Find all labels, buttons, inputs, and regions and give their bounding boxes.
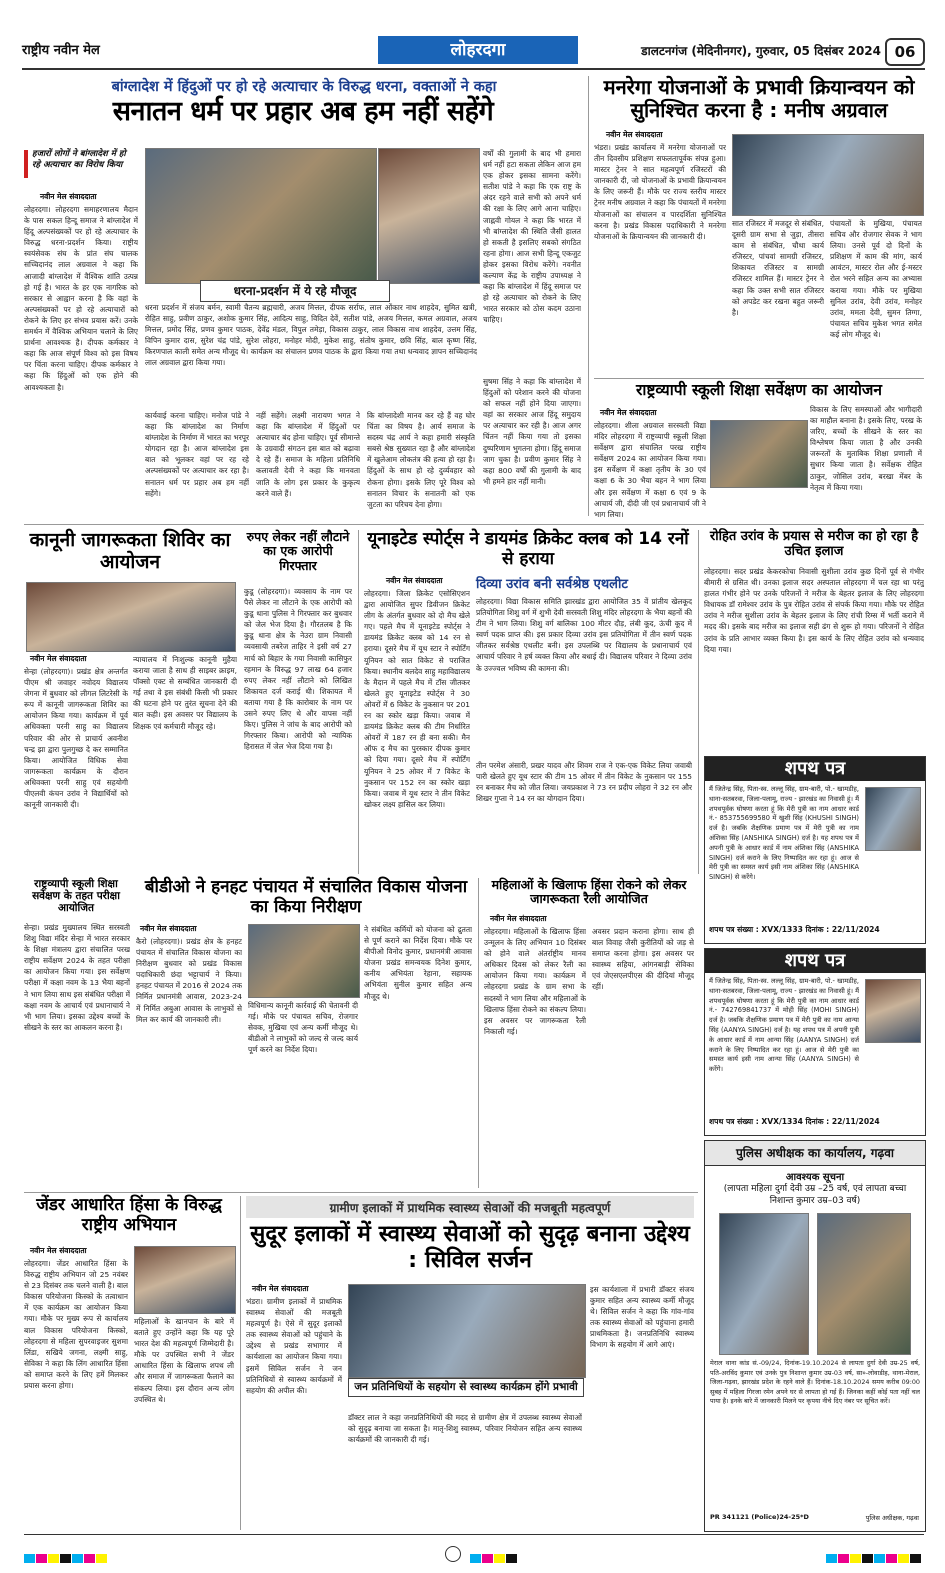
lead-headline: सनातन धर्म पर प्रहार अब हम नहीं सहेंगे (112, 96, 494, 127)
lead-photo-caption: धरना-प्रदर्शन में ये रहे मौजूद (200, 280, 390, 302)
gender-body-col1: लोहरदगा। जेंडर आधारित हिंसा के विरुद्ध राष्ट्रीय अभियान जो 25 नवंबर से 23 दिसंबर तक चलने वाली है। बाल विकास परियोजना किस्को के तत्वाधान में एक कार्यक्रम का आयोजन किया गया। मौके पर मुख्य रूप से कार्यालय बाल विकास परियोजना किस्को, लोहरदगा से महिला सुपरवाइजर सुशमा लिंडा, सखिये जगना, लक्ष्मी साहु, सेविका ने कहा कि लिंग आधारित हिंसा को समाप्त करने के लिए हमें मिलकर प्रयास करना होगा। (24, 1259, 128, 1391)
health-body-col2: डॉक्टर लाल ने कहा जनप्रतिनिधियों की मदद से ग्रामीण क्षेत्र में उपलब्ध स्वास्थ्य सेवाओं को सुदृढ़ बनाया जा सकता है। मातृ-शिशु स्वास्थ्य, परिवार नियोजन सहित अन्य स्वास्थ्य कार्यक्रमों की जानकारी दी गई। (348, 1413, 582, 1445)
kanooni-headline: कानूनी जागरूकता शिविर का आयोजन (29, 529, 231, 573)
mnrega-byline: नवीन मेल संवाददाता (606, 130, 663, 139)
police-notice-heading: आवश्यक सूचना (785, 1172, 845, 1183)
lead-body-col6: सुषमा सिंह ने कहा कि बांग्लादेश में हिंदुओं को परेशान करने की योजना को सफल नहीं होने दिया जाएगा। वहां का सरकार आज हिंदू समुदाय पर अत्याचार कर रही है। आज अगर चिंतन नहीं किया गया तो इसका दुष्परिणाम भुगतना होगा। हिंदू समाज जाग चुका है। प्रवीण कुमार सिंह ने कहा 800 वर्षों की गुलामी के बाद भी हमने हार नहीं मानी। (483, 377, 581, 486)
footer-rule (24, 1534, 924, 1535)
sports-headline: यूनाइटेड स्पोर्ट्स ने डायमंड क्रिकेट क्लब को 14 रनों से हराया (367, 529, 689, 569)
bdo-body-col1: कैरो (लोहरदगा)। प्रखंड क्षेत्र के हनहट पंचायत में संचालित विकास योजना का निरीक्षण बुधवार को प्रखंड विकास पदाधिकारी छंदा भट्टाचार्य ने किया। हनहट पंचायत में 2016 से 2024 तक निर्मित प्रधानमंत्री आवास, 2023-24 में निर्मित अबुआ आवास के लाभुकों से मिल कर कार्य की जानकारी ली। (136, 937, 242, 1024)
affidavit-title-2: शपथ पत्र (705, 949, 925, 973)
bdo-body-col2: विधिमान्य कानूनी कार्रवाई की चेतावनी दी गई। मौके पर पंचायत सचिव, रोजगार सेवक, मुखिया एवं अन्य कर्मी मौजूद थे। बीडीओ ने लाभुकों को जल्द से जल्द कार्य पूर्ण करने का निर्देश दिया। (248, 1001, 358, 1055)
column-divider (588, 76, 589, 516)
divider (24, 1192, 698, 1193)
bdo-headline: बीडीओ ने हनहट पंचायत में संचालित विकास योजना का किया निरीक्षण (144, 877, 468, 917)
police-notice-subtitle: (लापता महिला दुर्गा देवी उम्र –25 वर्ष, एवं लापता बच्चा निशान्त कुमार उम्र–03 वर्ष) (723, 1184, 907, 1206)
sports-byline: नवीन मेल संवाददाता (386, 576, 443, 585)
missing-woman-photo (719, 1213, 809, 1355)
kanooni-body-col2: न्यायालय में निःशुल्क कानूनी मुहैया कराया जाता है साथ ही साइबर क्राइम, पॉक्सो एक्ट से सम्बंधित जानकारी दी गई तथा वे इस संबंधी किसी भी प्रकार की घटना होने पर तुरंत सूचना देने की बात कही। इस अवसर पर विद्यालय के शिक्षक एवं कर्मचारी मौजूद रहे। (133, 655, 237, 731)
bdo-photo (248, 924, 360, 998)
registration-mark (445, 1546, 461, 1562)
lead-kicker: बांग्लादेश में हिंदुओं पर हो रहे अत्याचार के विरुद्ध धरना, वक्ताओं ने कहा (111, 79, 497, 95)
police-notice-title: पुलिस अधीक्षक का कार्यालय, गढ़वा (705, 1141, 925, 1166)
health-body-col1: भंडरा। ग्रामीण इलाकों में प्राथमिक स्वास्थ्य सेवाओं की मजबूती महत्वपूर्ण है। ऐसे में सुदूर इलाकों तक स्वास्थ्य सेवाओं को पहुंचाने के उद्देश्य से प्रखंड सभागार में कार्यशाला का आयोजन किया गया। इसमें सिविल सर्जन ने जन प्रतिनिधियों से स्वास्थ्य कार्यक्रमों में सहयोग की अपील की। (246, 1297, 342, 1395)
survey-byline: नवीन मेल संवाददाता (600, 408, 657, 417)
health-kicker: ग्रामीण इलाकों में प्राथमिक स्वास्थ्य सेवाओं की मजबूती महत्वपूर्ण (329, 1201, 611, 1215)
kanooni-photo (26, 582, 236, 652)
mnrega-body-col2: सात रजिस्टर में मजदूर से संबंधित, दूसरी ग्राम सभा से जुड़ा, तीसरा काम से संबंधित, चौथा कार्य रजिस्टर, पांचवां सामग्री रजिस्टर, शिकायत रजिस्टर व सामग्री रजिस्टर शामिल हैं। मास्टर ट्रेनर ने कहा कि उक्त सभी सात रजिस्टर को अपडेट कर रखना बहुत जरूरी है। (732, 219, 824, 317)
lead-body-names: धरना प्रदर्शन में संजय बर्मन, स्वामी चैतन्य ब्रह्मचारी, अजय मित्तल, दीपक सर्राफ, लाल ओंकार नाथ शाहदेव, सुमित खत्री, रोहित साहु, प्रवीण ठाकुर, अशोक कुमार सिंह, आदित्य साहु, विदित देवें, सतीश पांडे, अजय मित्तल, कमल अग्रवाल, अजय मित्तल, प्रमोद सिंह, प्रणव कुमार पाठक, देवेंद्र मंडल, विपुल तमेड़ा, विकास ठाकुर, लाल विकास नाथ शाहदेव, उत्तम सिंह, विपिन कुमार दास, सुरेश चंद्र पांडे, सुरेश लोहरा, मनोहर मोदी, मुकेश साहु, संतोष कुमार, छवि सिंह, बाल कृष्ण सिंह, किरणपाल काली समेत अन्य मौजूद थे। कार्यक्रम का संचालन प्रणव पाठक के द्वारा किया गया तथा धन्यवाद ज्ञापन सच्चिदानंद लाल अग्रवाल द्वारा किया गया। (145, 303, 477, 368)
kanooni-body-col1: सेन्हा (लोहरदगा)। प्रखंड क्षेत्र अन्तर्गत पीएम श्री जवाहर नवोदय विद्यालय जेगना में बुधवार को लीगल लिटरेसी के रूप में कानूनी जागरूकता शिविर का आयोजन किया गया। कार्यक्रम में पूर्व अधिवक्ता परनी साहु का विद्यालय परिवार की ओर से प्राचार्य अवनीश चन्द्र झा द्वारा पुलगुच्छ दे कर सम्मानित किया। आयोजित विधिक सेवा जागरूकता कार्यक्रम के दौरान अधिवक्ता परनी साहु एवं सहयोगी पीएलवी कंचन उरांव ने विद्यार्थियों को कानूनी जानकारी दी। (24, 667, 128, 810)
missing-child-photo (817, 1213, 911, 1355)
affidavit-box-1 (704, 756, 926, 944)
divider (24, 524, 924, 525)
lead-body-col2: कार्यवाई करना चाहिए। मनोज पांडे ने कहा कि बांग्लादेश का निर्माण बांग्लादेश के निर्माण में भारत का भरपूर योगदान रहा है। आज बांग्लादेश इस बात को भूलकर वहां पर रह रहे अल्पसंख्यकों पर अत्याचार कर रहा है। सनातन धर्म पर प्रहार अब हम नहीं सहेंगे। (145, 411, 249, 498)
affidavit-footer-2: शपथ पत्र संख्या : XVX/1334 दिनांक : 22/11/2024 (709, 1117, 880, 1126)
divya-body: लोहरदगा। विद्या विकास समिति झारखंड द्वारा आयोजित 35 वें प्रांतीय खेलकूद प्रतियोगिता शिशु वर्ग में शुभी देवी सरस्वती शिशु मंदिर लोहरदगा के भैया बहनों की टीम ने भाग लिया। शिशु वर्ग बालिका 100 मीटर दौड़, लंबी कूद, ऊंची कूद में स्वर्ण पदक प्राप्त की। इस प्रकार दिव्या उरांव इस प्रतियोगिता में तीन स्वर्ण पदक जीतकर सर्वश्रेष्ठ एथलीट बनी। इस उपलब्धि पर विद्यालय के प्रधानाचार्य एवं आचार्य परिवार ने हर्ष व्यक्त किया और बधाई दी। विद्यालय परिवार ने दिव्या उरांव के उज्ज्वल भविष्य की कामना की। (476, 597, 692, 673)
mnrega-body-col1: भंडरा। प्रखंड कार्यालय में मनरेगा योजनाओं पर तीन दिवसीय प्रशिक्षण सफलतापूर्वक संपन्न हुआ। मास्टर ट्रेनर ने सात महत्वपूर्ण रजिस्टरों की जानकारी दी, जो योजनाओं के प्रभावी क्रियान्वयन के लिए जरूरी हैं। मौके पर राज्य स्तरीय मास्टर ट्रेनर मनीष अग्रवाल ने कहा कि पंचायतों में मनरेगा योजनाओं का संचालन व पारदर्शिता सुनिश्चित करना है। प्रखंड विकास पदाधिकारी ने मनरेगा योजनाओं के क्रियान्वयन की जानकारी दी। (594, 143, 726, 241)
gender-photo (134, 1246, 236, 1314)
brand-name: राष्ट्रीय नवीन मेल (22, 43, 100, 58)
rupee-headline: रुपए लेकर नहीं लौटाने का एक आरोपी गिरफ्तार (246, 529, 350, 573)
sports-body: लोहरदगा। जिला क्रिकेट एसोसिएशन द्वारा आयोजित सुपर डिवीजन क्रिकेट लीग के अंतर्गत बुधवार को दो मैच खेले गए। पहले मैच में यूनाइटेड स्पोर्ट्स ने डायमंड क्रिकेट क्लब को 14 रन से हराया। दूसरे मैच में यूथ स्टार ने स्पोर्टिंग यूनियन को सात विकेट से पराजित किया। स्थानीय बलदेव साहु महाविद्यालय के मैदान में पहले मैच में टॉस जीतकर खेलते हुए यूनाइटेड स्पोर्ट्स ने 30 ओवरों में 6 विकेट के नुकसान पर 201 रन का स्कोर खड़ा किया। जवाब में डायमंड क्रिकेट क्लब की टीम निर्धारित ओवरों में 187 रन ही बना सकी। मैन ऑफ द मैच का पुरस्कार दीपक कुमार को दिया गया। दूसरे मैच में स्पोर्टिंग यूनियन ने 25 ओवर में 7 विकेट के नुकसान पर 152 रन का स्कोर खड़ा किया। जवाब में यूथ स्टार ने तीन विकेट खोकर लक्ष्य हासिल कर लिया। (364, 589, 470, 809)
lead-photo-left (145, 148, 377, 284)
mnrega-headline: मनरेगा योजनाओं के प्रभावी क्रियान्वयन को सुनिश्चित करना है : मनीष अग्रवाल (603, 75, 915, 122)
mahila-byline: नवीन मेल संवाददाता (490, 914, 547, 923)
column-divider (358, 530, 359, 874)
rupee-body: कुडू (लोहरदगा)। व्यवसाय के नाम पर पैसे लेकर ना लौटाने के एक आरोपी को कुडू थाना पुलिस ने गिरफ्तार कर बुधवार को जेल भेज दिया है। गौरतलब है कि कुडू थाना क्षेत्र के नेउरा ग्राम निवासी व्यवसायी तबरेज ताहिर ने इसी वर्ष 27 मार्च को बिहार के गया निवासी कासिफुर रहमान के विरुद्ध 97 लाख 64 हजार रुपए लेकर नहीं लौटाने को लिखित शिकायत दर्ज कराई थी। शिकायत में बताया गया है कि कारोबार के नाम पर उसने रुपए लिए थे और वापस नहीं किए। पुलिस ने जांच के बाद आरोपी को गिरफ्तार किया। आरोपी को न्यायिक हिरासत में जेल भेज दिया गया है। (244, 587, 352, 752)
mahila-headline: महिलाओं के खिलाफ हिंसा रोकने को लेकर जागरूकता रैली आयोजित (491, 877, 687, 907)
column-divider (478, 878, 479, 1188)
police-notice-box (704, 1140, 926, 1532)
survey-body-col1: लोहरदगा। शीला अग्रवाल सरस्वती विद्या मंदिर लोहरदगा में राष्ट्रव्यापी स्कूली शिक्षा सर्वेक्षण द्वारा संचालित परख राष्ट्रीय सर्वेक्षण 2024 का आयोजन किया गया। इस सर्वेक्षण में कक्षा तृतीय के 30 एवं कक्षा 6 के 30 भैया बहन ने भाग लिया और इस सर्वेक्षण में कक्षा 6 एवं 9 के आचार्य जी, दीदी जी एवं प्रधानाचार्य जी ने भाग लिया। (594, 421, 706, 519)
section-title: लोहरदगा (378, 36, 578, 64)
lead-body-col5: वर्षों की गुलामी के बाद भी हमारा धर्म नहीं हटा सकता लेकिन आज हम एक होकर इसका सामना करेंगे। सतीश पांडे ने कहा कि एक राष्ट्र के अंदर रहने वाले सभी को अपने धर्म की रक्षा के लिए आगे आना चाहिए। जाह्नवी गोयल ने कहा कि भारत में भी बांग्लादेश की स्थिति जैसी हालत हो सकती है इसलिए सबको संगठित रहना होगा। आज सभी हिन्दू एकजुट होकर इसका विरोध करेंगे। नवनीत कल्याण केंद्र के राष्ट्रीय उपाध्यक्ष ने कहा कि बांग्लादेश में हिंदू समाज पर हो रहे अत्याचार को रोकने के लिए भारत सरकार को ठोस कदम उठाना चाहिए। (483, 149, 581, 325)
lead-subhead: हजारों लोगों ने बांग्लादेश में हो रहे अत्याचार का विरोध किया (32, 149, 126, 170)
lead-subhead-marker (24, 150, 28, 178)
kanooni-byline: नवीन मेल संवाददाता (30, 654, 87, 663)
color-registration-bar (470, 1548, 518, 1567)
survey-photo (710, 420, 808, 488)
affidavit-box-2 (704, 948, 926, 1136)
bdo-byline: नवीन मेल संवाददाता (140, 924, 197, 933)
health-body-col3: इस कार्यशाला में प्रभारी डॉक्टर संजय कुमार सहित अन्य स्वास्थ्य कर्मी मौजूद थे। सिविल सर्जन ने कहा कि गांव-गांव तक स्वास्थ्य सेवाओं को पहुंचाना हमारी प्राथमिकता है। जनप्रतिनिधि स्वास्थ्य विभाग के सहयोग में आगे आएं। (590, 1285, 694, 1350)
health-byline: नवीन मेल संवाददाता (252, 1284, 309, 1293)
lead-body-col1: लोहरदगा। लोहरदगा समाहरणालय मैदान के पास सकल हिन्दू समाज ने बांग्लादेश में हिंदू अल्पसंख्यकों पर हो रहे अत्याचार के विरुद्ध धरना-प्रदर्शन किया। राष्ट्रीय स्वयंसेवक संघ के प्रांत संघ चालक सच्चिदानंद लाल अग्रवाल ने कहा कि आजादी बांग्लादेश में वैश्विक शांति उत्पन्न हो गई है। भारत के हर एक नागरिक को सरकार से आह्वान करना है कि वहां के अल्पसंख्यकों पर हो रहे अत्याचारों को रोकने के लिए हर संभव प्रयास करें। उनके समर्थन में वैश्विक अभियान चलाने के लिए प्रार्थना आवश्यक है। दीपक कर्मकार ने कहा कि आज संपूर्ण विश्व को इस विषय पर चिंता करना चाहिए। दीपक कर्मकार ने कहा कि हिंदुओं को एक होने की आवश्यकता है। (24, 205, 138, 392)
police-notice-body: मेराल थाना कांड सं.-09/24, दिनांक-19.10.2024 से लापता दुर्गा देवी उम्र-25 वर्ष, पति-अरविंद कुमार एवं उनके पुत्र निशान्त कुमार उम्र-03 वर्ष, सा०-लोवाडीह, थाना-मेराल, जिला-गढ़वा, झारखंड प्रदेश के रहने वाले हैं। दिनांक-18.10.2024 समय करीब 09:00 सुबह में महिला गिरजा रमेन अपने घर से लापता हो गई हैं। जिनका कहीं कोई पता नहीं चल पाया है। इनके बारे में जानकारी मिलने पर कृपया नीचे दिए नंबर पर सूचित करें। (710, 1359, 920, 1406)
affidavit-body-2: मैं जितेन्द्र सिंह, पिता-स्व. लल्लू सिंह, ग्राम-बारी, पो.- खामडीह, थाना-सतबरवा, जिला-पलामू, राज्य - झारखंड का निवासी हूं। मैं शपथपूर्वक घोषणा करता हूं कि मेरी पुत्री का नाम आधार कार्ड नं.- 742769841737 में मोही सिंह (MOHI SINGH) दर्ज है। जबकि शैक्षणिक प्रमाण पत्र में मेरी पुत्री का नाम आन्या सिंह (AANYA SINGH) दर्ज है। यह शपथ पत्र में अपनी पुत्री के आधार कार्ड में नाम आन्या सिंह (AANYA SINGH) दर्ज कराने के लिए निष्पादित कर रहा हूं। आज से मेरी पुत्री का समस्त कार्य इसी नाम आन्या सिंह (AANYA SINGH) से करेंगे। (709, 977, 859, 1074)
gender-body-col2: महिलाओं के खानपान के बारे में बताते हुए उन्होंने कहा कि यह पूरे भारत देश की महत्वपूर्ण जिम्मेदारी है। मौके पर उपस्थित सभी ने जेंडर आधारित हिंसा के खिलाफ शपथ ली और समाज में जागरूकता फैलाने का संकल्प लिया। इस दौरान अन्य लोग उपस्थित थे। (134, 1317, 234, 1404)
column-divider (698, 530, 699, 874)
health-inset: जन प्रतिनिधियों के सहयोग से स्वास्थ्य कार्यक्रम होंगे प्रभावी (348, 1378, 584, 1397)
page-number: 06 (885, 38, 925, 66)
column-divider (240, 1196, 241, 1530)
health-headline: सुदूर इलाकों में स्वास्थ्य सेवाओं को सुदृढ़ बनाना उद्देश्य : सिविल सर्जन (250, 1221, 690, 1273)
mahila-body: लोहरदगा। महिलाओं के खिलाफ हिंसा उन्मूलन के लिए अभियान 10 दिसंबर को होने वाले अंतर्राष्ट्रीय मानव अधिकार दिवस को लेकर रैली का आयोजन किया गया। कार्यक्रम में लोहरदगा प्रखंड के ग्राम सभा के सदस्यों ने भाग लिया और महिलाओं के खिलाफ हिंसा रोकने का संकल्प लिया। इस अवसर पर जागरूकता रैली निकाली गई। (484, 927, 586, 1036)
mnrega-body-col3: पंचायतों के मुखिया, पंचायत सचिव और रोजगार सेवक ने भाग लिया। उनसे पूर्व दो दिनों के प्रशिक्षण में काम की मांग, कार्य आवंटन, मास्टर रोल और ई-मस्टर रोल भरने सहित अन्य का अभ्यास कराया गया। मौके पर मुखिया सुनिल उरांव, देवी उरांव, मनोहर उरांव, ममता देवी, सुमन तिग्गा, पंचायत सचिव मुकेश भगत समेत कई लोग मौजूद थे। (830, 219, 922, 339)
lead-body-col3: नहीं सहेंगे। लक्ष्मी नारायण भगत ने कहा कि बांग्लादेश में हिंदुओं पर अत्याचार बंद होना चाहिए। पूर्व सीमान्ते के उग्रवादी संगठन इस बात को बढ़ावा दे रहे हैं। समाज के महिला प्रतिनिधि कलावती देवी ने कहा कि मानवता जाति के लोग इस प्रकार के कुकृत्य करने वाले हैं। (256, 411, 360, 498)
dateline: डालटनगंज (मेदिनीनगर), गुरुवार, 05 दिसंबर 2024 (641, 44, 881, 58)
masthead-rule (22, 68, 925, 70)
color-registration-bar (826, 1548, 922, 1567)
gender-byline: नवीन मेल संवाददाता (30, 1246, 87, 1255)
affidavit-body-1: मैं जितेन्द्र सिंह, पिता-स्व. लल्लू सिंह, ग्राम-बारी, पो.- खामडीह, थाना-सतबरवा, जिला-पलामू, राज्य - झारखंड का निवासी हूं। मैं शपथपूर्वक घोषणा करता हूं कि मेरी पुत्री का नाम आधार कार्ड नं.- 853755699580 में खुशी सिंह (KHUSHI SINGH) दर्ज है। जबकि शैक्षणिक प्रमाण पत्र में मेरी पुत्री का नाम अंशिका सिंह (ANSHIKA SINGH) दर्ज है। यह शपथ पत्र में अपनी पुत्री के आधार कार्ड में नाम अंशिका सिंह (ANSHIKA SINGH) दर्ज कराने के लिए निष्पादित कर रहा हूं। आज से मेरी पुत्री का समस्त कार्य इसी नाम अंशिका सिंह (ANSHIKA SINGH) से करेंगे। (709, 785, 859, 882)
rohit-body: लोहरदगा। सदर प्रखंड केकरकोचा निवासी सुशीला उरांव कुछ दिनों पूर्व से गंभीर बीमारी से ग्रसित थी। उनका इलाज सदर अस्पताल लोहरदगा में चल रहा था परंतु हालत गंभीर होने पर उनके परिजनों ने मरीज के बेहतर इलाज के लिए लोहरदगा विधायक डॉ रामेश्वर उरांव के पुत्र रोहित उरांव से संपर्क किया गया। मौके पर रोहित उरांव ने मरीज सुशीला उरांव के बेहतर इलाज के लिए रांची रिम्स में भर्ती कराने में मदद की। इसके बाद मरीज का इलाज सही ढंग से शुरू हो गया। परिजनों ने रोहित उरांव के प्रति आभार व्यक्त किया है। इस कार्य के लिए रोहित उरांव को धन्यवाद दिया गया। (704, 567, 924, 654)
divya-body-col2: तीन परमेश अंसारी, प्रखर यादव और शिवम राज ने एक-एक विकेट लिया जवाबी पारी खेलते हुए यूथ स्टार की टीम 15 ओवर में तीन विकेट के नुकसान पर 155 रन बनाकर मैच को जीत लिया। जयप्रकाश ने 73 रन प्रदीप लोहरा ने 32 रन और शिखर गुप्ता ने 14 रन का योगदान दिया। (476, 761, 692, 804)
divider (594, 378, 924, 379)
divya-headline: दिव्या उरांव बनी सर्वश्रेष्ठ एथलीट (476, 577, 628, 592)
bdo-body-col3: ने संबंधित कर्मियों को योजना को द्रुतता से पूर्ण कराने का निर्देश दिया। मौके पर बीपीओ विनोद कुमार, प्रधानमंत्री आवास योजना प्रखंड समन्वयक दिनेश कुमार, कनीय अभियंता रेहाना, सहायक अभियंता सुनील कुमार सहित अन्य मौजूद थे। (364, 925, 472, 1001)
lead-photo-right (378, 148, 480, 284)
affidavit-footer-1: शपथ पत्र संख्या : XVX/1333 दिनांक : 22/11/2024 (709, 925, 880, 934)
health-photo (348, 1284, 586, 1378)
mnrega-photo (732, 134, 924, 216)
rohit-headline: रोहित उरांव के प्रयास से मरीज का हो रहा है उचित इलाज (709, 529, 919, 559)
affidavit-photo-1 (865, 787, 921, 851)
pariksha-headline: राष्ट्रव्यापी स्कूली शिक्षा सर्वेक्षण के तहत परीक्षा आयोजित (32, 878, 120, 915)
color-registration-bar (24, 1548, 108, 1567)
police-notice-pr: PR 341121 (Police)24-25*D (710, 1513, 809, 1521)
pariksha-body: सेन्हा। प्रखंड मुख्यालय स्थित सरस्वती शिशु विद्या मंदिर सेन्हा में भारत सरकार के शिक्षा मंत्रालय द्वारा संचालित परख राष्ट्रीय सर्वेक्षण 2024 के तहत परीक्षा का आयोजन किया गया। इस सर्वेक्षण परीक्षा में कक्षा नवम के 13 भैया बहनों ने भाग लिया साथ इस संबंधित परीक्षा में कक्षा नवम के आचार्य एवं प्रधानाचार्य ने भी भाग लिया। इसका उद्देश्य बच्चों के सीखने के स्तर का आकलन करना है। (24, 923, 130, 1032)
police-notice-signoff: पुलिस अधीक्षक, गढ़वा (865, 1514, 919, 1522)
lead-byline: नवीन मेल संवाददाता (40, 192, 97, 201)
gender-headline: जेंडर आधारित हिंसा के विरुद्ध राष्ट्रीय अभियान (36, 1195, 222, 1235)
lead-body-col4: कि बांग्लादेशी मानव कर रहे हैं वह घोर चिंता का विषय है। आर्य समाज के सदस्य चंद्र आर्य ने कहा हमारी संस्कृति सबसे श्रेष्ठ सुख्यात रहा है और बांग्लादेश में खुलेआम लोकतंत्र की हत्या हो रहा है। हिंदुओं के साथ हो रहे दुर्व्यवहार को रोकना होगा। इसके लिए पूरे विश्व को सनातन विचार के सनातनी को एक जुटता का परिचय देना होगा। (367, 411, 475, 509)
masthead (22, 36, 925, 66)
mahila-body-col2: अवसर प्रदान कराना होगा। साथ ही बाल विवाह जैसी कुरीतियों को जड़ से समाप्त करना होगा। इस अवसर पर स्वास्थ्य सहिया, आंगनबाड़ी सेविका एवं जेएसएलपीएस की दीदियां मौजूद रहीं। (592, 927, 694, 992)
affidavit-photo-2 (865, 979, 921, 1043)
survey-body-col2: विकास के लिए समस्याओं और भागीदारी का माहौल बनाना है। इसके लिए, परख के जरिए, बच्चों के सीखने के स्तर का विश्लेषण किया जाता है और उनकी जरूरतों के मुताबिक शिक्षा प्रणाली में सुधार किया जाता है। सर्वेक्षक रोहित ठाकुर, जोसिल उरांव, बरखा मेंबर के नेतृत्व में किया गया। (810, 405, 922, 492)
survey-headline: राष्ट्रव्यापी स्कूली शिक्षा सर्वेक्षण का आयोजन (636, 381, 882, 399)
affidavit-title-1: शपथ पत्र (705, 757, 925, 781)
